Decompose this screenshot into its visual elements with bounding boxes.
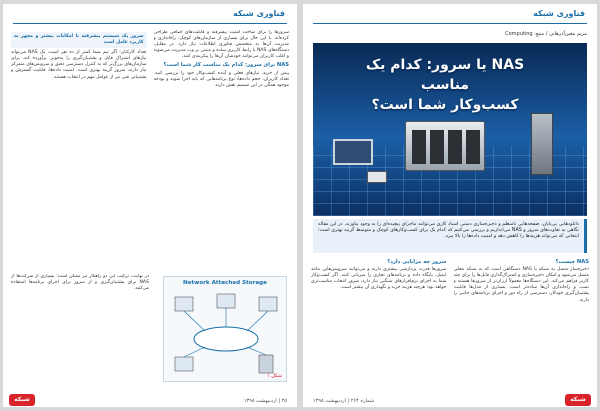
computer-icon-2 [217, 294, 235, 308]
network-diagram-svg [165, 289, 287, 379]
right-footer [303, 393, 597, 407]
diagram-title: Network Attached Storage [183, 280, 267, 286]
tower-server-illustration [531, 113, 553, 175]
right-page-header [303, 4, 597, 26]
right-col2-heading: سرور چه مزایایی دارد؟ [387, 259, 447, 265]
left-footer [3, 393, 297, 407]
left-columns-top [11, 30, 289, 270]
left-col1-text: سرورها را برای ساخت امنیت پیشرفته و قابلیت‌های اضافی طراحی کرده‌اند. با این حال برای بسیاری از سازمان‌های کوچک، راه‌اندازی و مدیریت آن‌ها به متخصص فناوری اطلاعات نیاز دارد. در مقابل، دستگاه‌های NAS با رابط کاربری ساده و مبتنی بر وب مدیریت می‌شوند و اغلب کاربران می‌توانند خودشان آن‌ها را پیکربندی کنند. [153, 30, 289, 60]
right-col2-text: سرورها قدرت پردازشی بیشتری دارند و می‌توانند سرویس‌هایی مانند ایمیل، پایگاه داده و برنامه‌های تجاری را میزبانی کنند. اگر کسب‌وکار شما به اجرای نرم‌افزارهای سنگین نیاز دارد، سرور انتخاب مناسب‌تری خواهد بود؛ هرچند هزینه خرید و نگهداری آن بیشتر است. [311, 267, 447, 291]
article-author: مریم معین‌آذرهانی / منبع: Computing [505, 31, 587, 37]
right-footer-info: شماره ۲۶۴ | اردیبهشت ۱۳۹۸ [313, 398, 375, 404]
left-page [3, 4, 297, 407]
computer-icon-3 [259, 297, 277, 311]
right-column-1 [454, 257, 590, 392]
left-column-2 [11, 30, 147, 270]
article-title-line-1: NAS یا سرور: کدام یک مناسب [365, 57, 525, 93]
article-title-line-2: کسب‌وکار شما است؟ [371, 97, 519, 113]
nas-diagram [163, 276, 287, 382]
left-col2-text: تعداد کارکنان: اگر تیم شما کمتر از ده نفر است، یک NAS می‌تواند نیازهای اشتراک فایل و پشتیبان‌گیری را به‌خوبی برآورده کند. برای سازمان‌های بزرگ‌تر که به کنترل دسترسی دقیق و سرویس‌های متمرکز نیاز دارند، سرور گزینه بهتری است. امنیت داده‌ها، قابلیت گسترش و پشتیبانی فنی نیز از عوامل مهم در انتخاب هستند. [11, 50, 147, 80]
left-section-title: فناوری شبکه [233, 9, 285, 18]
right-col1-heading: NAS چیست؟ [555, 259, 589, 265]
left-pull-quote: سرور یک سیستم پیشرفته با امکانات بیشتر و مجهز به کاربرد عامل است [11, 32, 147, 48]
left-column-1 [154, 30, 290, 270]
right-column-2 [311, 257, 447, 392]
right-section-title: فناوری شبکه [533, 9, 585, 18]
right-columns [311, 257, 589, 392]
right-page [303, 4, 597, 407]
magazine-logo: شبکه [9, 394, 35, 406]
right-col1-text: ذخیره‌ساز متصل به شبکه یا NAS دستگاهی است که به شبکه محلی متصل می‌شود و امکان ذخیره‌سازی و اشتراک‌گذاری فایل‌ها را برای چند کاربر فراهم می‌کند. این دستگاه‌ها معمولاً ارزان‌تر از سرورها هستند و نصب و راه‌اندازی آن‌ها ساده‌تر است. بسیاری از مدل‌ها قابلیت پشتیبان‌گیری خودکار، دسترسی از راه دور و اجرای برنامه‌های جانبی را دارند. [453, 267, 589, 303]
left-col1-heading: NAS برای سرور: کدام یک مناسب کار شما است؟ [163, 62, 289, 69]
magazine-logo-right: شبکه [565, 394, 591, 406]
diagram-caption: شکل ۱ [266, 373, 282, 379]
nas-server-illustration [405, 121, 485, 171]
article-title [343, 55, 547, 115]
left-header-rule [13, 23, 287, 24]
left-page-header [3, 4, 297, 26]
left-col3-text: در نهایت، ترکیب این دو راهکار نیز ممکن است؛ بسیاری از شرکت‌ها از NAS برای پشتیبان‌گیری و از سرور برای اجرای برنامه‌ها استفاده می‌کنند. [11, 274, 149, 292]
left-column-3 [11, 274, 149, 389]
computer-icon-1 [175, 297, 193, 311]
article-lead: دانلودهایی بی‌پایان، صفحه‌هایی نامنظم و ذخیره‌سازی دستی اسناد کاری می‌توانند ماجرای پیچیده‌ای را به وجود بیاورند. در این مقاله نگاهی به تفاوت‌های سرور و NAS می‌اندازیم و بررسی می‌کنیم که کدام یک برای کسب‌وکارهای کوچک و متوسط گزینه بهتری است؛ انتخابی که می‌تواند هزینه‌ها را کاهش دهد و امنیت داده‌ها را بالا ببرد. [313, 219, 587, 253]
right-header-rule [313, 23, 587, 24]
left-footer-info: ۲۵ | اردیبهشت ۱۳۹۸ [243, 398, 287, 404]
left-col1b-text: پیش از خرید، نیازهای فعلی و آینده کسب‌وکار خود را بررسی کنید. تعداد کاربران، حجم داده‌ها، نوع برنامه‌هایی که باید اجرا شوند و بودجه موجود همگی در این تصمیم نقش دارند. [153, 70, 289, 88]
nas-device-icon [259, 355, 273, 373]
laptop-illustration [333, 139, 373, 165]
computer-icon-4 [175, 357, 193, 371]
hero-image [313, 43, 587, 216]
desktop-illustration [367, 171, 387, 183]
left-columns-bottom [11, 274, 149, 389]
